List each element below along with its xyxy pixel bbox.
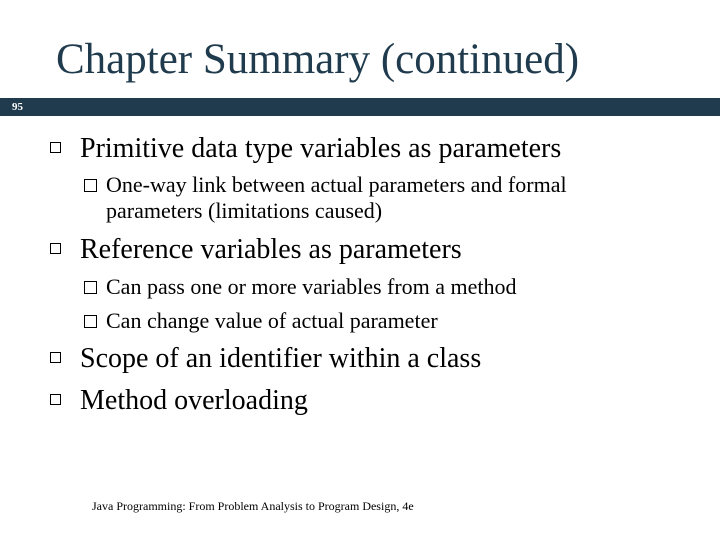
sub-bullet-text: One-way link between actual parameters and formal xyxy=(106,172,567,197)
square-bullet-icon xyxy=(50,243,61,254)
bullet-text: Reference variables as parameters xyxy=(80,234,462,265)
sub-bullet-text: Can change value of actual parameter xyxy=(106,308,438,333)
sub-bullet-text-continued: parameters (limitations caused) xyxy=(106,198,383,223)
bullet-text: Method overloading xyxy=(80,385,308,416)
slide-number: 95 xyxy=(12,101,23,113)
square-sub-bullet-icon xyxy=(84,179,97,192)
slide-footer: Java Programming: From Problem Analysis to Program Design, 4e xyxy=(92,499,414,513)
square-bullet-icon xyxy=(50,142,61,153)
square-bullet-icon xyxy=(50,394,61,405)
bullet-text: Primitive data type variables as parameters xyxy=(80,133,562,164)
square-sub-bullet-icon xyxy=(84,281,97,294)
slide-title: Chapter Summary (continued) xyxy=(56,36,580,83)
bullet-text: Scope of an identifier within a class xyxy=(80,343,482,374)
sub-bullet-text: Can pass one or more variables from a method xyxy=(106,274,517,299)
square-sub-bullet-icon xyxy=(84,315,97,328)
title-divider-bar xyxy=(0,98,720,116)
square-bullet-icon xyxy=(50,352,61,363)
